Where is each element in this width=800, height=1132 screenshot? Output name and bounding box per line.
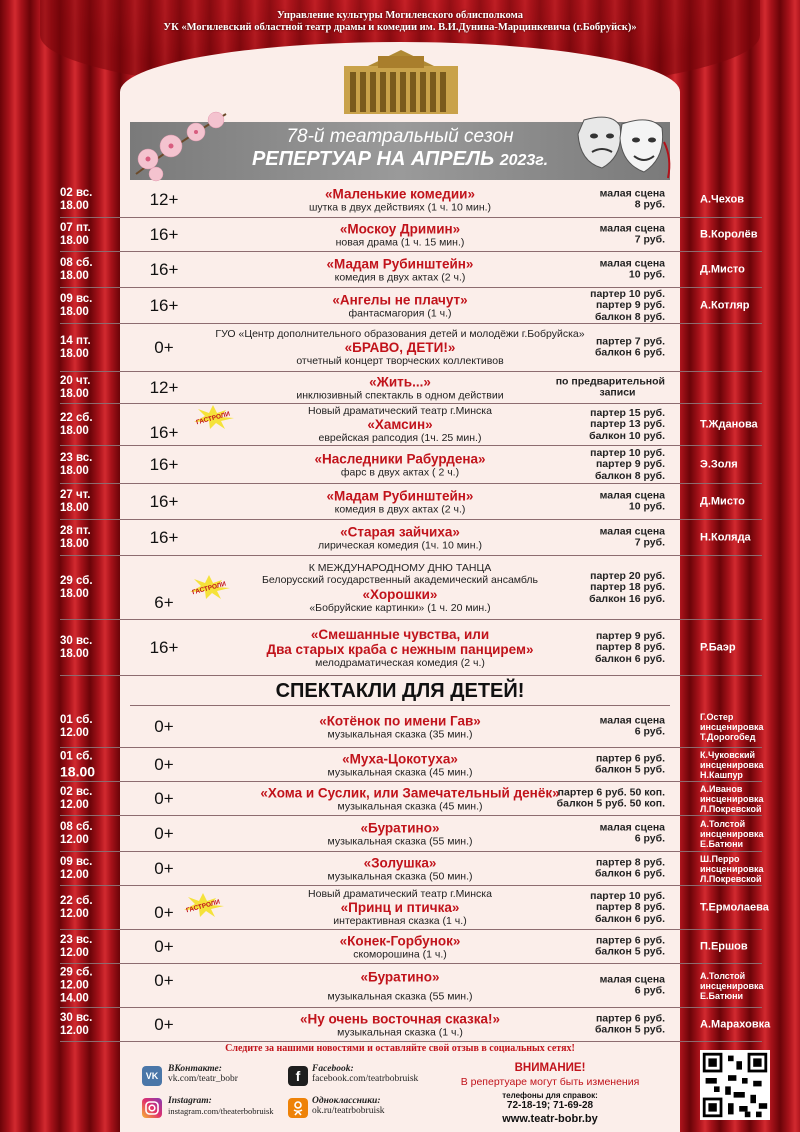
author: А.Котляр [700, 299, 750, 311]
price-info: партер 10 руб. партер 8 руб. балкон 6 руб. [590, 889, 665, 925]
schedule-row [60, 288, 762, 324]
follow-us-text: Следите за нашими новостями и оставляйте свой отзыв в социальных сетях! [225, 1043, 575, 1054]
vk-icon[interactable]: VK [142, 1066, 162, 1086]
play-title: «Старая зайчиха» [340, 523, 460, 539]
gastroli-star-badge [186, 574, 232, 600]
schedule-row [60, 324, 762, 372]
kids-schedule-row [60, 748, 762, 782]
header [0, 10, 800, 34]
play-presenter: ГУО «Центр дополнительного образования детей и молодёжи г.Бобруйска» [215, 327, 585, 340]
row-date: 23 вс. 12.00 [60, 933, 93, 959]
row-date: 27 чт. 18.00 [60, 488, 91, 514]
header-line-1: Управление культуры Могилевского облисполкома [277, 10, 523, 21]
price-info: партер 10 руб. партер 9 руб. балкон 8 руб. [590, 446, 665, 482]
kids-schedule-row [60, 1008, 771, 1042]
play-desc: шутка в двух действиях (1 ч. 10 мин.) [308, 200, 492, 213]
kids-schedule-row [60, 706, 762, 748]
play-title: «Золушка» [363, 854, 437, 870]
play-title: «Буратино» [360, 819, 440, 835]
row-date: 20 чт. 18.00 [60, 374, 91, 400]
age-rating: 16+ [149, 527, 179, 547]
schedule-row [60, 404, 762, 446]
age-rating: 16+ [149, 295, 179, 315]
play-title: «Муха-Цокотуха» [342, 750, 458, 766]
row-date: 01 сб. 12.00 [60, 713, 93, 739]
vk-link[interactable] [168, 1064, 238, 1084]
price-info: партер 6 руб. балкон 5 руб. [594, 934, 665, 958]
kids-schedule-row [60, 886, 769, 930]
author: Д.Мисто [700, 263, 745, 275]
play-title: «Конек-Горбунок» [339, 932, 461, 948]
gastroli-text: ГАСТРОЛИ [191, 580, 227, 597]
price-info: малая сцена 6 руб. [599, 714, 665, 738]
author: Н.Коляда [700, 531, 751, 543]
gastroli-text: ГАСТРОЛИ [185, 898, 221, 915]
play-title: «Хома и Суслик, или Замечательный денёк» [260, 784, 560, 800]
price-info: по предварительной записи [555, 375, 665, 399]
row-date: 09 вс. 12.00 [60, 855, 93, 881]
play-title: «Наследники Рабурдена» [314, 450, 486, 466]
phones: 72-18-19; 71-69-28 [506, 1100, 594, 1111]
changes-notice: В репертуаре могут быть изменения [460, 1076, 640, 1088]
schedule-row [60, 446, 762, 484]
schedule-row [60, 218, 762, 252]
row-date: 22 сб. 12.00 [60, 894, 93, 920]
vk-label: ВКонтакте: [168, 1064, 222, 1074]
play-title-line-2: Два старых краба с нежным панцирем» [266, 641, 534, 657]
age-rating: 0+ [154, 823, 174, 843]
age-rating: 16+ [149, 422, 179, 442]
schedule-row [60, 372, 762, 404]
gastroli-star-badge [190, 404, 236, 430]
row-date: 22 сб. 18.00 [60, 411, 93, 437]
age-rating: 6+ [154, 593, 174, 613]
kids-schedule-row [60, 782, 762, 816]
age-rating: 12+ [149, 377, 179, 397]
author: Т.Ермолаева [700, 901, 769, 913]
vk-url: vk.com/teatr_bobr [168, 1074, 238, 1084]
age-rating: 0+ [154, 936, 174, 956]
age-rating: 0+ [154, 754, 174, 774]
play-title: «Принц и птичка» [340, 900, 460, 915]
play-title: «Ангелы не плачут» [332, 291, 468, 307]
play-desc: интерактивная сказка (1 ч.) [333, 915, 467, 927]
author: А.Иванов инсценировка Л.Покревской [700, 783, 764, 814]
price-info: малая сцена 8 руб. [599, 187, 665, 211]
play-desc: скоморошина (1 ч.) [353, 947, 447, 960]
age-rating: 0+ [154, 971, 174, 991]
kids-schedule-row [60, 930, 762, 964]
schedule-row [60, 484, 762, 520]
price-info: малая сцена 6 руб. [599, 973, 665, 997]
facebook-icon[interactable]: f [288, 1066, 308, 1086]
odnoklassniki-url: ok.ru/teatrbobruisk [312, 1106, 385, 1116]
play-title: «Ну очень восточная сказка!» [299, 1010, 501, 1026]
price-info: партер 10 руб. партер 9 руб. балкон 8 руб. [590, 287, 665, 323]
facebook-label: Facebook: [312, 1064, 354, 1074]
season-label: 78-й театральный сезон [286, 126, 514, 147]
play-title: «БРАВО, ДЕТИ!» [344, 340, 456, 355]
schedule-row [60, 182, 762, 218]
row-date: 23 вс. 18.00 [60, 451, 93, 477]
gastroli-text: ГАСТРОЛИ [195, 410, 231, 427]
age-rating: 0+ [154, 902, 174, 922]
kids-section-heading: СПЕКТАКЛИ ДЛЯ ДЕТЕЙ! [130, 676, 670, 706]
price-info: партер 6 руб. 50 коп. балкон 5 руб. 50 коп. [556, 786, 665, 810]
price-info: партер 6 руб. балкон 5 руб. [594, 752, 665, 776]
website-link[interactable]: www.teatr-bobr.by [502, 1113, 598, 1125]
facebook-url: facebook.com/teatrbobruisk [312, 1074, 419, 1084]
repertoire-year: 2023г. [499, 152, 549, 169]
age-rating: 0+ [154, 858, 174, 878]
play-title: «Мадам Рубинштейн» [326, 255, 474, 271]
play-presenter: Новый драматический театр г.Минска [308, 887, 492, 900]
author: А.Чехов [700, 193, 745, 205]
play-desc: музыкальная сказка (1 ч.) [337, 1025, 463, 1038]
row-date: 28 пт. 18.00 [60, 524, 91, 550]
age-rating: 0+ [154, 337, 174, 357]
row-date: 14 пт. 18.00 [60, 334, 91, 360]
schedule-row [60, 252, 762, 288]
price-info: партер 9 руб. партер 8 руб. балкон 6 руб. [594, 629, 665, 665]
play-desc: музыкальная сказка (55 мин.) [327, 834, 473, 847]
author: П.Ершов [700, 940, 748, 952]
author: Д.Мисто [700, 495, 745, 507]
flowers-decoration [126, 104, 236, 184]
play-desc: лирическая комедия (1ч. 10 мин.) [317, 538, 483, 551]
instagram-link[interactable] [168, 1096, 274, 1117]
row-date: 01 сб. 18.00 [60, 750, 96, 779]
play-presenter: Новый драматический театр г.Минска [308, 404, 492, 417]
play-desc: фарс в двух актах ( 2 ч.) [340, 465, 460, 478]
theatre-masks-icon [564, 112, 676, 182]
play-title: «Маленькие комедии» [325, 185, 475, 201]
play-desc: музыкальная сказка (45 мин.) [327, 765, 473, 778]
age-rating: 0+ [154, 788, 174, 808]
age-rating: 16+ [149, 491, 179, 511]
author: В.Королёв [700, 228, 758, 240]
play-desc: комедия в двух актах (2 ч.) [334, 502, 466, 515]
repertoire-title-text: РЕПЕРТУАР НА АПРЕЛЬ [251, 148, 495, 170]
play-title: «Москоу Дримин» [339, 220, 461, 236]
schedule-row [60, 556, 762, 620]
instagram-label: Instagram: [168, 1096, 212, 1106]
age-rating: 16+ [149, 259, 179, 279]
row-date: 29 сб. 18.00 [60, 574, 93, 600]
row-date: 08 сб. 18.00 [60, 256, 93, 282]
author: Ш.Перро инсценировка Л.Покревской [700, 853, 764, 884]
age-rating: 0+ [154, 716, 174, 736]
play-desc: комедия в двух актах (2 ч.) [334, 270, 466, 283]
attention-title: ВНИМАНИЕ! [514, 1062, 586, 1074]
price-info: партер 7 руб. балкон 6 руб. [594, 335, 665, 359]
play-desc: мелодраматическая комедия (2 ч.) [315, 656, 485, 669]
schedule-row [60, 620, 762, 676]
price-info: малая сцена 7 руб. [599, 525, 665, 549]
play-title: «Смешанные чувства, или [310, 626, 490, 642]
play-title: «Хорошки» [362, 586, 438, 602]
play-title: «Котёнок по имени Гав» [319, 712, 481, 728]
age-rating: 12+ [149, 189, 179, 209]
kids-schedule-row [60, 964, 762, 1008]
play-desc: отчетный концерт творческих коллективов [296, 355, 504, 367]
play-occasion: К МЕЖДУНАРОДНОМУ ДНЮ ТАНЦА [308, 561, 492, 574]
row-date: 09 вс. 18.00 [60, 292, 93, 318]
price-info: партер 15 руб. партер 13 руб. балкон 10 руб. [589, 406, 665, 442]
price-info: партер 8 руб. балкон 6 руб. [594, 856, 665, 880]
row-date: 08 сб. 12.00 [60, 820, 93, 846]
kids-schedule-row [60, 816, 762, 852]
author: А.Мараховка [700, 1018, 771, 1030]
play-desc: фантасмагория (1 ч.) [348, 306, 452, 319]
play-presenter: Белорусский государственный академический ансамбль [261, 573, 539, 586]
play-title: «Жить...» [369, 373, 431, 389]
theatre-logo [338, 48, 464, 116]
header-line-2: УК «Могилевский областной театр драмы и комедии им. В.И.Дунина-Марцинкевича (г.Бобруйск)» [163, 22, 637, 33]
play-desc: музыкальная сказка (50 мин.) [327, 869, 473, 882]
play-desc: «Бобруйские картинки» (1 ч. 20 мин.) [309, 601, 491, 614]
kids-schedule-row [60, 852, 762, 886]
price-info: партер 6 руб. балкон 5 руб. [594, 1012, 665, 1036]
odnoklassniki-label: Одноклассники: [312, 1096, 381, 1106]
facebook-link[interactable] [312, 1064, 418, 1084]
odnoklassniki-link[interactable] [312, 1096, 385, 1116]
author: А.Толстой инсценировка Е.Батюни [700, 970, 764, 1001]
row-date: 29 сб. 12.00 14.00 [60, 966, 93, 1004]
row-date: 07 пт. 18.00 [60, 221, 91, 247]
row-date: 30 вс. 18.00 [60, 634, 93, 660]
author: К.Чуковский инсценировка Н.Кашпур [700, 749, 764, 780]
phones-label: телефоны для справок: [502, 1091, 598, 1100]
price-info: малая сцена 10 руб. [599, 489, 665, 513]
odnoklassniki-icon[interactable] [288, 1098, 308, 1118]
instagram-url: instagram.com/theaterbobruisk [168, 1106, 274, 1116]
price-info: малая сцена 7 руб. [599, 222, 665, 246]
gastroli-star-badge [180, 892, 226, 918]
attention-block [450, 1062, 650, 1125]
price-info: партер 20 руб. партер 18 руб. балкон 16 руб. [589, 569, 665, 605]
author: Г.Остер инсценировка Т.Дорогобед [700, 711, 764, 742]
author: Э.Золя [700, 458, 738, 470]
row-date: 02 вс. 18.00 [60, 186, 93, 212]
play-desc: еврейская рапсодия (1ч. 25 мин.) [318, 432, 482, 444]
play-desc: музыкальная сказка (55 мин.) [327, 989, 473, 1002]
age-rating: 16+ [149, 637, 179, 657]
age-rating: 0+ [154, 1014, 174, 1034]
price-info: малая сцена 6 руб. [599, 821, 665, 845]
schedule-row [60, 520, 762, 556]
play-desc: инклюзивный спектакль в одном действии [296, 388, 504, 401]
row-date: 02 вс. 12.00 [60, 785, 93, 811]
play-title: «Мадам Рубинштейн» [326, 487, 474, 503]
price-info: малая сцена 10 руб. [599, 257, 665, 281]
qr-code-icon[interactable] [700, 1050, 770, 1120]
instagram-icon[interactable] [142, 1098, 162, 1118]
play-desc: музыкальная сказка (35 мин.) [327, 727, 473, 740]
author: Т.Жданова [700, 418, 758, 430]
play-title: «Хамсин» [367, 417, 433, 432]
age-rating: 16+ [149, 224, 179, 244]
author: Р.Баэр [700, 641, 736, 653]
play-desc: музыкальная сказка (45 мин.) [337, 799, 483, 812]
author: А.Толстой инсценировка Е.Батюни [700, 818, 764, 849]
row-date: 30 вс. 12.00 [60, 1011, 93, 1037]
play-desc: новая драма (1 ч. 15 мин.) [335, 235, 465, 248]
age-rating: 16+ [149, 454, 179, 474]
play-title: «Буратино» [360, 968, 440, 984]
